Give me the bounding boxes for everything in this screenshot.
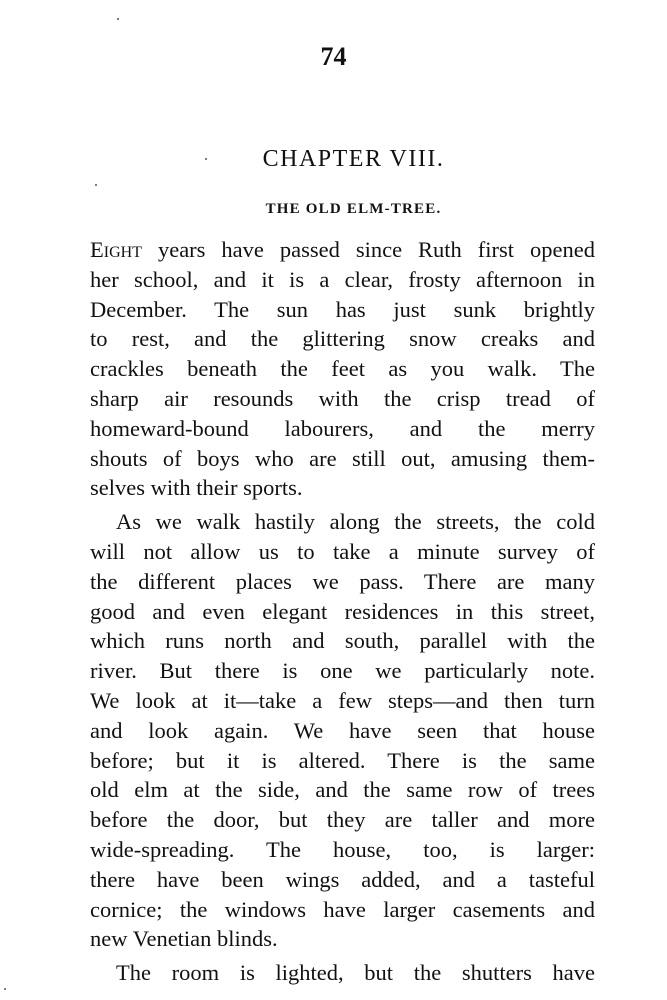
paragraph <box>90 507 595 954</box>
text-line: her school, and it is a clear, frosty afternoon in <box>90 266 595 292</box>
page-number: 74 <box>320 42 347 71</box>
text-line: Eight years have passed since Ruth first opened <box>90 237 595 262</box>
text-line: there have been wings added, and a tasteful <box>90 866 595 892</box>
text-line: crackles beneath the feet as you walk. The <box>90 356 595 382</box>
print-speck <box>4 988 6 990</box>
text-line: homeward-bound labourers, and the merry <box>90 415 595 441</box>
body-text <box>90 235 595 988</box>
drop-lead-word: Eight <box>90 237 142 262</box>
print-speck <box>205 158 207 160</box>
text-line: to rest, and the glittering snow creaks and <box>90 326 595 352</box>
paragraph <box>90 235 595 503</box>
text-line: We look at it—take a few steps—and then turn <box>90 687 595 713</box>
text-line: the different places we pass. There are many <box>90 568 595 594</box>
text-line: The room is lighted, but the shutters have <box>116 960 595 986</box>
text-line: wide-spreading. The house, too, is larger: <box>90 836 595 862</box>
text-line: cornice; the windows have larger casements and <box>90 896 595 922</box>
text-line: December. The sun has just sunk brightly <box>90 296 595 322</box>
text-line: shouts of boys who are still out, amusing them- <box>90 445 595 471</box>
text-line: and look again. We have seen that house <box>90 717 595 743</box>
text-line: As we walk hastily along the streets, the cold <box>116 509 595 535</box>
text-line: which runs north and south, parallel with the <box>90 628 595 654</box>
print-speck <box>95 184 97 186</box>
text-line: good and even elegant residences in this street, <box>90 598 595 624</box>
chapter-title: CHAPTER VIII. <box>262 146 445 172</box>
text-line: will not allow us to take a minute survey of <box>90 538 595 564</box>
paragraph <box>90 958 595 988</box>
text-line: before; but it is altered. There is the same <box>90 747 595 773</box>
chapter-subtitle: THE OLD ELM-TREE. <box>265 201 442 217</box>
text-line: new Venetian blinds. <box>90 926 278 952</box>
print-speck <box>117 18 119 20</box>
text-line: sharp air resounds with the crisp tread of <box>90 385 595 411</box>
text-line: before the door, but they are taller and more <box>90 807 595 833</box>
text-line: old elm at the side, and the same row of trees <box>90 777 595 803</box>
text-line: river. But there is one we particularly note. <box>90 658 595 684</box>
text-line: selves with their sports. <box>90 475 303 501</box>
